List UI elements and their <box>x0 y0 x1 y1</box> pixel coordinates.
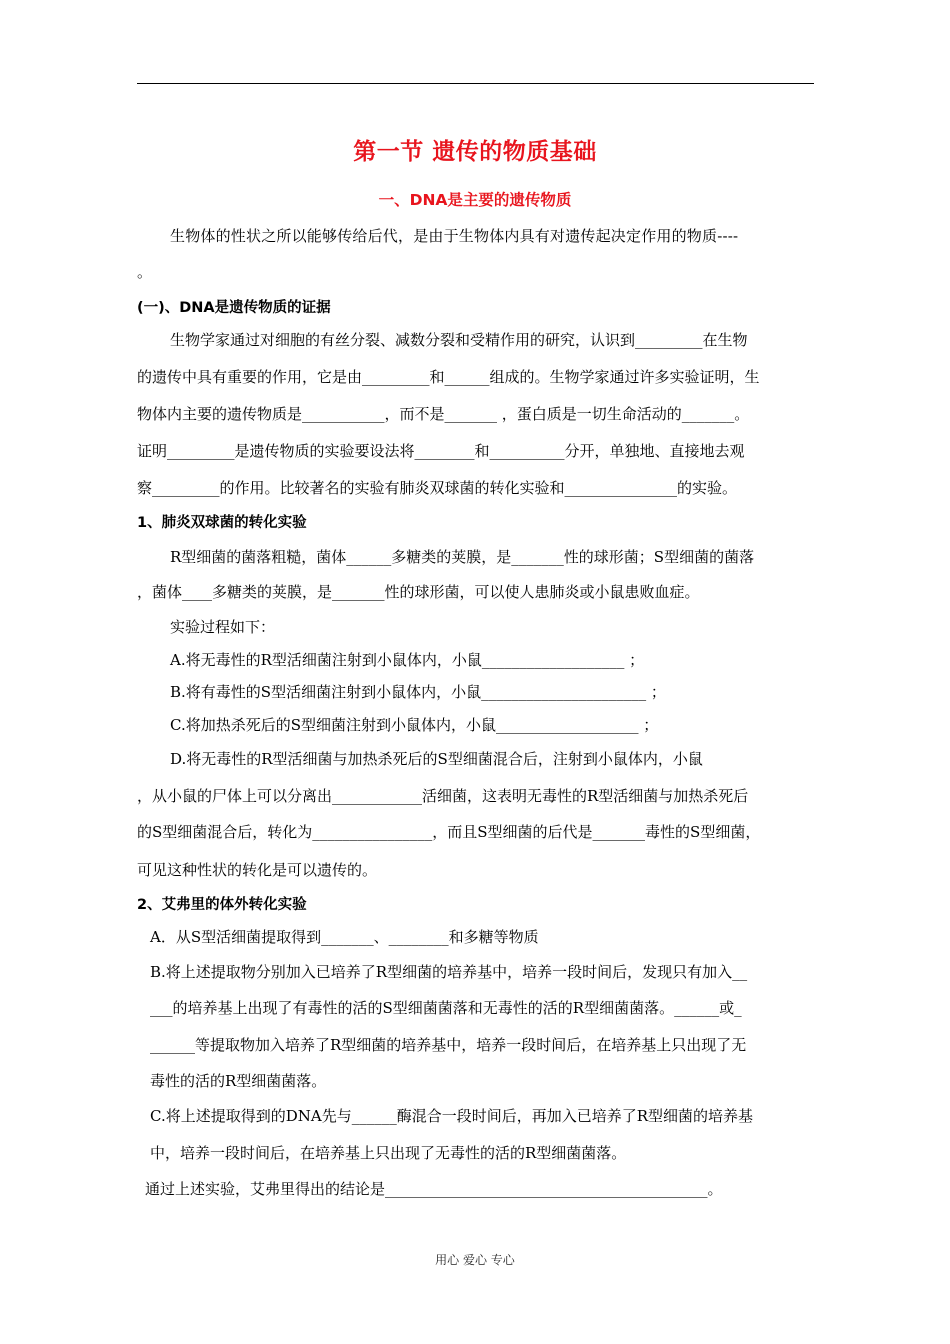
text-line: ___的培养基上出现了有毒性的活的S型细菌菌落和无毒性的活的R型细菌菌落。______或_ <box>150 999 742 1017</box>
text-line: R型细菌的菌落粗糙，菌体______多糖类的荚膜，是_______性的球形菌；S型细菌的菌落 <box>170 548 755 566</box>
page-footer: 用心 爱心 专心 <box>435 1253 515 1267</box>
text-line: 通过上述实验，艾弗里得出的结论是___________________________________________。 <box>145 1180 723 1198</box>
text-line: 物体内主要的遗传物质是___________，而不是_______ ，蛋白质是一切生命活动的_______。 <box>137 405 750 423</box>
section-subtitle: 一、DNA是主要的遗传物质 <box>378 191 572 209</box>
text-line: 实验过程如下： <box>170 618 276 636</box>
text-line: ______等提取物加入培养了R型细菌的培养基中，培养一段时间后，在培养基上只出现了无 <box>150 1036 747 1054</box>
text-line: 的遗传中具有重要的作用，它是由_________和______组成的。生物学家通过许多实验证明，生 <box>137 368 760 386</box>
text-line: C.将加热杀死后的S型细菌注射到小鼠体内，小鼠___________________ ； <box>170 716 659 734</box>
text-line: A.将无毒性的R型活细菌注射到小鼠体内，小鼠___________________ ； <box>170 651 645 669</box>
text-line: ，菌体____多糖类的荚膜，是_______性的球形菌，可以使人患肺炎或小鼠患败血症。 <box>137 583 700 601</box>
text-line: 可见这种性状的转化是可以遗传的。 <box>137 861 378 879</box>
section-heading: 2、艾弗里的体外转化实验 <box>137 897 307 913</box>
text-line: A．从S型活细菌提取得到_______、________和多糖等物质 <box>150 928 539 946</box>
text-line: C.将上述提取得到的DNA先与______酶混合一段时间后，再加入已培养了R型细菌的培养基 <box>150 1107 753 1125</box>
text-line: 证明_________是遗传物质的实验要设法将________和__________分开，单独地、直接地去观 <box>137 442 745 460</box>
text-line: 毒性的活的R型细菌菌落。 <box>150 1072 327 1090</box>
text-line: 的S型细菌混合后，转化为________________，而且S型细菌的后代是_______毒性的S型细菌， <box>137 823 761 841</box>
text-line: 。 <box>137 263 153 281</box>
text-line: B.将有毒性的S型活细菌注射到小鼠体内，小鼠______________________ ； <box>170 683 666 701</box>
text-line: 中，培养一段时间后，在培养基上只出现了无毒性的活的R型细菌菌落。 <box>150 1144 627 1162</box>
text-line: B.将上述提取物分别加入已培养了R型细菌的培养基中，培养一段时间后，发现只有加入__ <box>150 963 748 981</box>
text-line: ，从小鼠的尸体上可以分离出____________活细菌，这表明无毒性的R型活细菌与加热杀死后 <box>137 787 749 805</box>
page-title: 第一节 遗传的物质基础 <box>353 139 597 165</box>
text-line: 察_________的作用。比较著名的实验有肺炎双球菌的转化实验和_______________的实验。 <box>137 479 738 497</box>
header-rule <box>137 83 814 84</box>
section-heading: (一)、DNA是遗传物质的证据 <box>137 300 331 316</box>
text-line: D.将无毒性的R型活细菌与加热杀死后的S型细菌混合后，注射到小鼠体内，小鼠 <box>170 750 703 768</box>
text-line: 生物学家通过对细胞的有丝分裂、减数分裂和受精作用的研究，认识到_________在生物 <box>170 331 748 349</box>
text-line: 生物体的性状之所以能够传给后代，是由于生物体内具有对遗传起决定作用的物质---- <box>170 227 739 245</box>
section-heading: 1、肺炎双球菌的转化实验 <box>137 515 307 531</box>
